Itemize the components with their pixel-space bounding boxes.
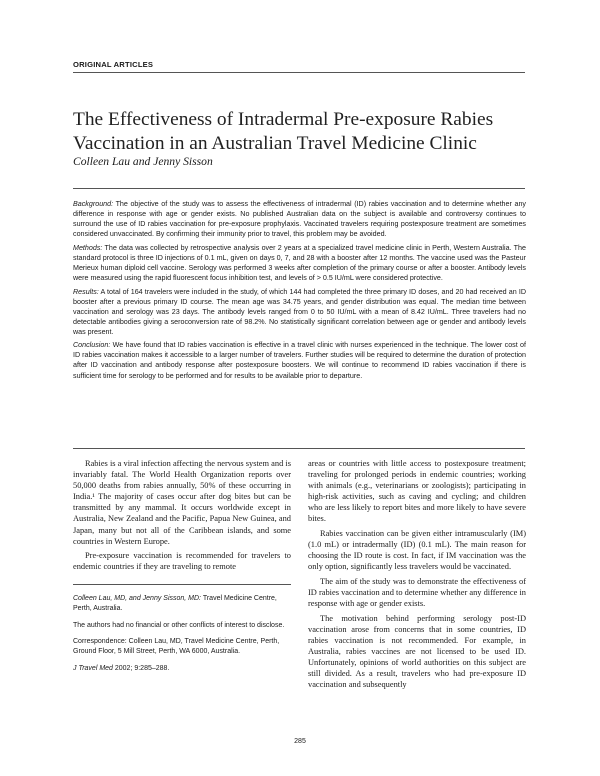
abstract-top-rule xyxy=(73,188,525,189)
abstract-background-label: Background: xyxy=(73,200,114,208)
body-paragraph: areas or countries with little access to postexposure treatment; traveling for prolonged periods in endemic countries; working with animals (e.g., veterinarians or zoologists); participating in high-risk activities, such as caving and cycling; and children who are less likely to report bites and more likely to have severe bites. xyxy=(308,459,526,524)
abstract-methods-text: The data was collected by retrospective analysis over 2 years at a specialized travel medicine clinic in Perth, Western Australia. The standard protocol is three ID injections of 0.1 mL, given on days 0, 7, and 28 with a booster after 12 months. The vaccine used was the Pasteur Merieux human diploid cell vaccine. Serology was performed 3 weeks after completion of the primary course or after a booster. Antibody levels were measured using the rapid fluorescent focus inhibition test, and levels of > 0.5 IU/mL were considered protective. xyxy=(73,243,526,282)
abstract-results-text: A total of 164 travelers were included in the study, of which 144 had completed the three primary ID doses, and 20 had received an ID booster after a previous primary ID course. The mean age was 34.75 years, and gender distribution was equal. The median time between vaccination and serology was 23 days. The antibody levels ranged from 0 to 50 IU/mL with a mean of 8.42 IU/mL. Three travelers had no detectable antibodies giving a seroconversion rate of 98.2%. No statistically significant correlation between age or gender and antibody levels was present. xyxy=(73,287,526,336)
citation-volume-pages: 2002; 9:285–288. xyxy=(112,664,170,672)
body-column-left xyxy=(73,458,291,572)
body-column-right xyxy=(308,458,526,690)
footnote-affiliation-names: Colleen Lau, MD, and Jenny Sisson, MD: xyxy=(73,595,202,602)
page-number: 285 xyxy=(294,738,306,745)
abstract-methods xyxy=(73,243,526,283)
abstract-results xyxy=(73,287,526,337)
header-rule xyxy=(73,72,525,73)
abstract-background xyxy=(73,199,526,239)
abstract xyxy=(73,199,526,384)
footnote-affiliation-place: Travel Medicine Centre, Perth, Australia. xyxy=(73,595,277,613)
abstract-bottom-rule xyxy=(73,448,525,449)
body-paragraph: Rabies is a viral infection affecting the nervous system and is invariably fatal. The World Health Organization reports over 50,000 deaths from rabies annually, 50% of these occurring in India.¹ The majority of cases occur after dog bites but can be transmitted by any mammal. It occurs worldwide except in Australia, New Zealand and the Pacific, Papua New Guinea, and Japan, many but not all of the Caribbean islands, and some countries in Western Europe. xyxy=(73,459,291,546)
body-paragraph: The motivation behind performing serology post-ID vaccination arose from concerns that in some countries, ID rabies vaccination is not recommended. For example, in Australia, rabies vaccines are not licensed to be used ID. Unfortunately, opinions of world authorities on this subject are still divided. As a result, travelers who had pre-exposure ID vaccination and subsequently xyxy=(308,613,526,690)
footnotes xyxy=(73,594,291,681)
body-paragraph: The aim of the study was to demonstrate the effectiveness of ID rabies vaccination and to determine whether any difference in response with age or gender exists. xyxy=(308,576,526,609)
citation-journal: J Travel Med xyxy=(73,664,113,672)
footnote-correspondence-label: Correspondence: xyxy=(73,638,127,646)
abstract-background-text: The objective of the study was to assess the effectiveness of intradermal (ID) rabies vaccination and to determine whether any difference in response with age or gender exists. No published Australian data on the subject is available and controversy continues to surround the use of ID rabies vaccination for pre-exposure prophylaxis. Vaccinated travelers requiring postexposure treatment are sometimes considered unvaccinated. By confirming their immunity prior to travel, this problem may be avoided. xyxy=(73,200,526,239)
body-paragraph: Pre-exposure vaccination is recommended for travelers to endemic countries if they are traveling to remote xyxy=(73,551,291,572)
abstract-results-label: Results: xyxy=(73,287,99,296)
footnote-correspondence-text: Colleen Lau, MD, Travel Medicine Centre, Perth, Ground Floor, 5 Mill Street, Perth, WA 6000, Australia. xyxy=(73,638,280,656)
abstract-methods-label: Methods: xyxy=(73,243,103,252)
footnote-rule xyxy=(73,584,291,585)
footnote-disclosure: The authors had no financial or other conflicts of interest to disclose. xyxy=(73,621,285,629)
article-title: The Effectiveness of Intradermal Pre-exposure Rabies Vaccination in an Australian Travel Medicine Clinic xyxy=(73,109,494,154)
article-authors: Colleen Lau and Jenny Sisson xyxy=(73,155,213,168)
footnote-citation xyxy=(73,664,291,674)
abstract-conclusion-text: We have found that ID rabies vaccination is effective in a travel clinic with nurses experienced in the technique. The lower cost of ID rabies vaccination makes it accessible to a larger number of travelers. Further studies will be required to determine the duration of protection after ID vaccination and antibody response after postexposure boosters. We will continue to recommend ID rabies vaccination if there is sufficient time for serology to be performed and for results to be available prior to departure. xyxy=(73,341,526,380)
abstract-conclusion-label: Conclusion: xyxy=(73,341,111,350)
footnote-correspondence xyxy=(73,637,291,657)
footnote-affiliation xyxy=(73,594,291,614)
section-label: ORIGINAL ARTICLES xyxy=(73,60,154,69)
body-paragraph: Rabies vaccination can be given either intramuscularly (IM) (1.0 mL) or intradermally (ID) (0.1 mL). The main reason for choosing the ID route is cost. In fact, if IM vaccination was the only option, significantly less travelers would be vaccinated. xyxy=(308,529,526,572)
abstract-conclusion xyxy=(73,340,526,380)
